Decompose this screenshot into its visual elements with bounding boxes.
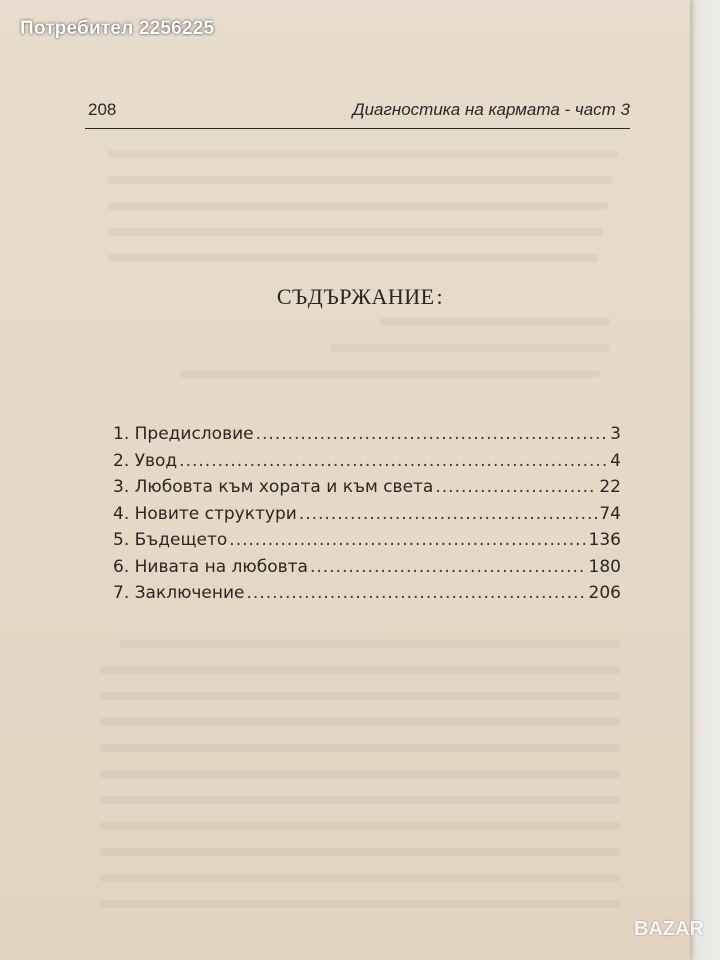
show-through-line [100, 666, 620, 674]
toc-heading-text: СЪДЪРЖАНИЕ [276, 284, 435, 309]
toc-heading-colon: : [436, 284, 444, 309]
toc-leader-dots [310, 557, 587, 577]
toc-entry [113, 583, 621, 610]
toc-heading [0, 284, 720, 310]
show-through-line [100, 900, 620, 908]
toc-entry [113, 530, 621, 557]
toc-entry [113, 477, 621, 504]
user-watermark: Потребител 2256225 [20, 18, 215, 39]
toc-entry [113, 451, 621, 478]
toc-entry-label: 7. Заключение [113, 583, 245, 603]
toc-entry-label: 1. Предисловие [113, 424, 254, 444]
show-through-line [100, 718, 620, 726]
show-through-line [100, 692, 620, 700]
toc-leader-dots [247, 583, 587, 603]
show-through-line [108, 176, 613, 184]
toc-entry-label: 5. Бъдещето [113, 530, 228, 550]
show-through-line [108, 202, 608, 210]
show-through-line [100, 770, 620, 778]
show-through-line [180, 370, 600, 378]
toc-entry-page: 74 [599, 503, 621, 524]
toc-leader-dots [179, 451, 608, 471]
show-through-line [120, 640, 620, 648]
page-edge [686, 0, 720, 960]
show-through-line [100, 848, 620, 856]
show-through-line [108, 150, 618, 158]
toc-entry-page: 4 [610, 450, 621, 471]
toc-entry-page: 206 [588, 583, 621, 603]
toc-entry [113, 504, 621, 531]
show-through-line [100, 744, 620, 752]
show-through-line [100, 796, 620, 804]
toc-entry-label: 4. Новите структури [113, 503, 297, 524]
show-through-line [108, 254, 598, 262]
toc-entry-label: 3. Любовта към хората и към света [113, 477, 434, 497]
show-through-line [108, 228, 603, 236]
toc-entry-page: 136 [588, 530, 621, 550]
show-through-line [330, 344, 610, 352]
toc-leader-dots [299, 504, 598, 524]
show-through-line [100, 874, 620, 882]
toc-leader-dots [435, 477, 597, 497]
toc-entry-label: 6. Нивата на любовта [113, 556, 308, 577]
toc-list [113, 424, 621, 610]
page-number: 208 [88, 100, 117, 119]
toc-entry-label: 2. Увод [113, 450, 178, 471]
toc-entry [113, 557, 621, 584]
toc-entry-page: 22 [599, 477, 621, 497]
show-through-line [380, 318, 610, 326]
toc-entry-page: 180 [588, 556, 621, 577]
show-through-line [100, 822, 620, 830]
toc-leader-dots [256, 424, 609, 444]
running-header [85, 94, 630, 129]
toc-leader-dots [229, 530, 586, 550]
toc-entry [113, 424, 621, 451]
book-title: Диагностика на кармата - част 3 [352, 100, 630, 119]
bazar-logo: BAZAR [634, 918, 704, 940]
toc-entry-page: 3 [610, 424, 621, 444]
